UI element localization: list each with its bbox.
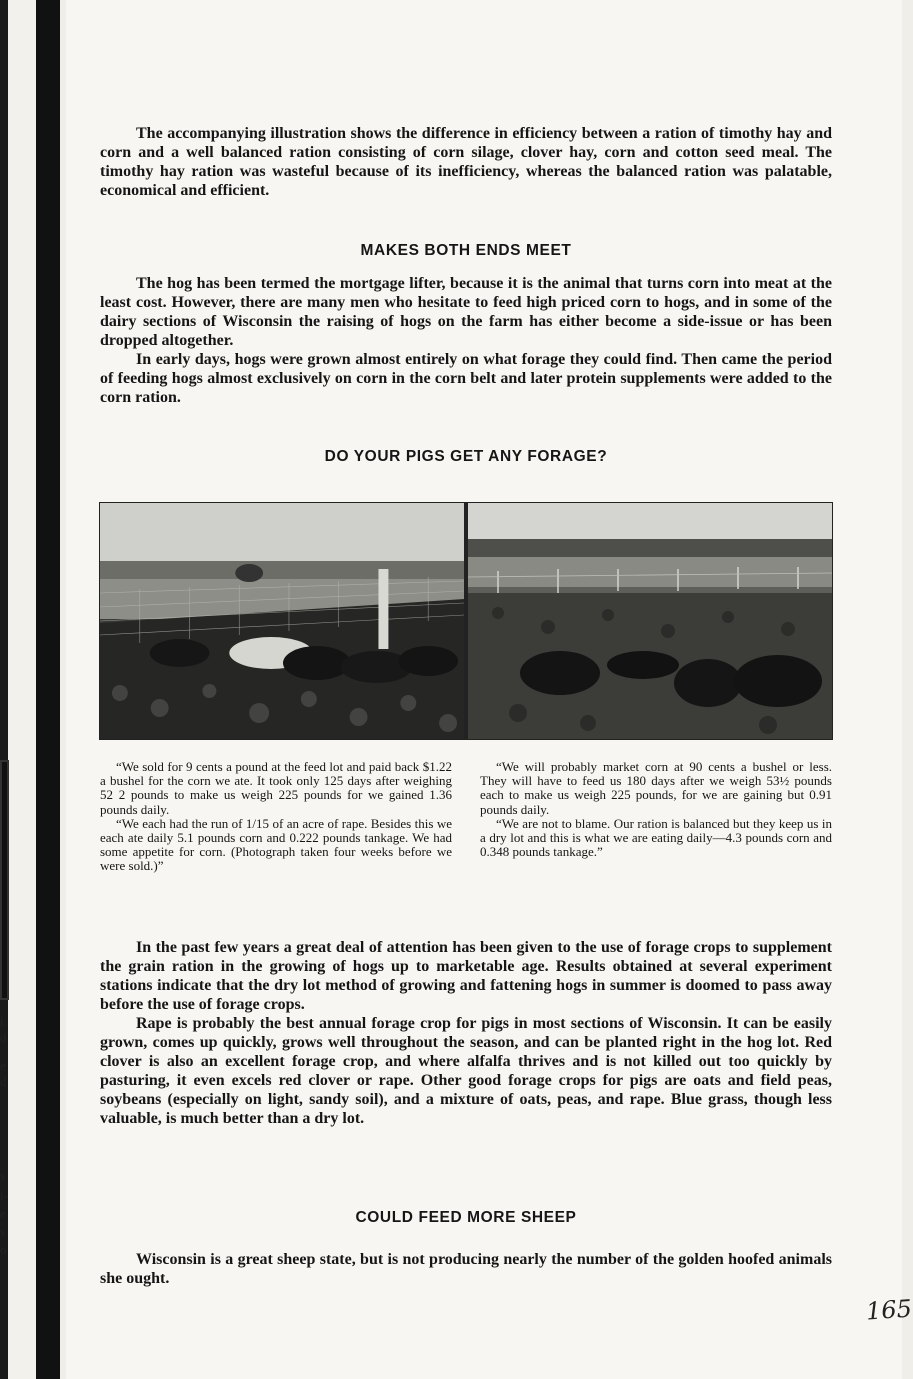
section1-text <box>100 274 832 407</box>
caption-paragraph: “We are not to blame. Our ration is balanced but they keep us in a dry lot and this is what we are eating daily—4.3 pounds corn and 0.348 pounds tankage.” <box>480 815 832 860</box>
page-number: 165 <box>865 1294 913 1326</box>
section4-text <box>100 1250 832 1288</box>
paragraph: Rape is probably the best annual forage crop for pigs in most sections of Wisconsin. It can be easily grown, comes up quickly, grows well throughout the season, and can be planted right in the hog lot. Red clover is also an excellent forage crop, and where alfalfa thrives and is not killed out too quickly by pasturing, it even excels red clover or rape. Other good forage crops for pigs are oats and field peas, soybeans (especially on light, sandy soil), and a mixture of oats, peas, and rape. Blue grass, though less valuable, is much better than a dry lot. <box>100 1015 832 1127</box>
caption-right <box>480 760 832 859</box>
intro-paragraph: The accompanying illustration shows the difference in efficiency between a ration of timothy hay and corn and a well balanced ration consisting of corn silage, clover hay, corn and cotton seed meal. The timothy hay ration was wasteful because of its inefficiency, whereas the balanced ration was palatable, economical and efficient. <box>100 125 832 199</box>
margin-fragment: d <box>0 1030 7 1045</box>
margin-fragment: o <box>0 1242 7 1257</box>
margin-fragment: e <box>0 1206 6 1221</box>
hogs-in-dry-lot-image <box>468 503 832 739</box>
section3-text <box>100 938 832 1128</box>
photo-panel <box>99 502 833 740</box>
heading-could-feed-more-sheep: COULD FEED MORE SHEEP <box>355 1209 577 1226</box>
paragraph: In early days, hogs were grown almost entirely on what forage they could find. Then came the period of feeding hogs almost exclusively on corn in the corn belt and later protein supplements were added to the corn ration. <box>100 351 832 406</box>
heading-makes-both-ends-meet: MAKES BOTH ENDS MEET <box>360 242 572 259</box>
photo-hogs-in-dry-lot <box>468 503 832 739</box>
caption-paragraph: “We sold for 9 cents a pound at the feed lot and paid back $1.22 a bushel for the corn we ate. It took only 125 days after weighing 52 2 pounds to make us weigh 225 pounds for we gained 1.36 pounds daily. <box>100 759 452 817</box>
heading-forage: DO YOUR PIGS GET ANY FORAGE? <box>324 448 608 465</box>
margin-fragment: l. <box>0 1014 7 1029</box>
caption-paragraph: “We will probably market corn at 90 cents a bushel or less. They will have to feed us 180 days after we weigh 53½ pounds each to make us weigh 225 pounds, for we are gaining but 0.91 pounds daily. <box>480 759 832 817</box>
paragraph: Wisconsin is a great sheep state, but is not producing nearly the number of the golden hoofed animals she ought. <box>100 1251 832 1287</box>
margin-fragment: d <box>0 1074 7 1089</box>
margin-fragment: i- <box>0 1188 8 1203</box>
paragraph: The hog has been termed the mortgage lifter, because it is the animal that turns corn into meat at the least cost. However, there are many men who hesitate to feed high priced corn to hogs, and in some of the dairy sections of Wisconsin the raising of hogs on the farm has either become a side-issue or has been dropped altogether. <box>100 275 832 349</box>
hogs-on-rape-image <box>100 503 464 739</box>
margin-fragment: s <box>0 1168 6 1183</box>
binding-tab <box>0 760 9 1000</box>
margin-fragment: s <box>0 1224 6 1239</box>
caption-paragraph: “We each had the run of 1/15 of an acre of rape. Besides this we each ate daily 5.1 pounds corn and 0.222 pounds tankage. We had some appetite for corn. (Photograph taken four weeks before we were sold.)” <box>100 815 452 874</box>
margin-fragment: e <box>0 1058 6 1073</box>
photo-hogs-on-rape <box>100 503 464 739</box>
caption-left <box>100 760 452 874</box>
intro-text <box>100 124 832 200</box>
paragraph: In the past few years a great deal of attention has been given to the use of forage crops to supplement the grain ration in the growing of hogs up to marketable age. Results obtained at several experiment stations indicate that the dry lot method of growing and fattening hogs in summer is doomed to pass away before the use of forage crops. <box>100 939 832 1013</box>
